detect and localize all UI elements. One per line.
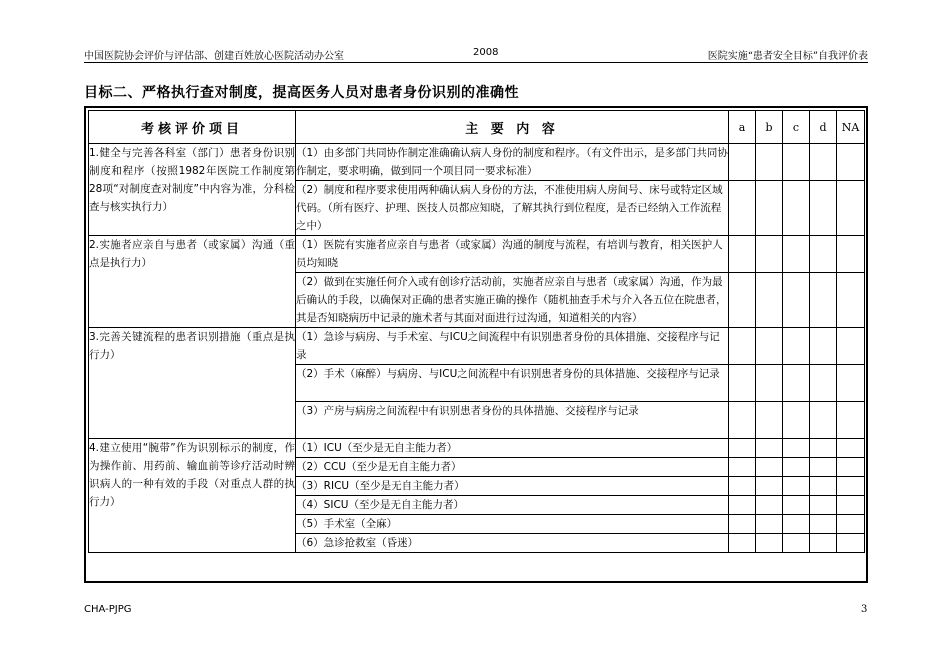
rating-cell-na[interactable] <box>837 458 865 477</box>
table-row <box>89 439 865 458</box>
column-header-d: d <box>810 111 837 144</box>
content-cell: （1）医院有实施者应亲自与患者（或家属）沟通的制度与流程，有培训与教育，相关医护人员均知晓 <box>296 236 729 273</box>
content-cell: （5）手术室（全麻） <box>296 515 729 534</box>
rating-cell-na[interactable] <box>837 328 865 365</box>
rating-cell-na[interactable] <box>837 534 865 553</box>
content-cell: （2）手术（麻醉）与病房、与ICU之间流程中有识别患者身份的具体措施、交接程序与记录 <box>296 365 729 402</box>
rating-cell-b[interactable] <box>756 515 783 534</box>
rating-cell-a[interactable] <box>729 273 756 328</box>
column-header-b: b <box>756 111 783 144</box>
evaluation-item: 4.建立使用“腕带”作为识别标示的制度，作为操作前、用药前、输血前等诊疗活动时辨识病人的一种有效的手段（对重点人群的执行力） <box>89 439 296 553</box>
table-row <box>89 236 865 273</box>
rating-cell-b[interactable] <box>756 402 783 439</box>
rating-cell-a[interactable] <box>729 496 756 515</box>
section-title: 目标二、严格执行查对制度，提高医务人员对患者身份识别的准确性 <box>84 85 519 101</box>
rating-cell-b[interactable] <box>756 496 783 515</box>
rating-cell-a[interactable] <box>729 439 756 458</box>
page-header <box>84 47 868 63</box>
rating-cell-na[interactable] <box>837 402 865 439</box>
rating-cell-b[interactable] <box>756 477 783 496</box>
rating-cell-d[interactable] <box>810 534 837 553</box>
rating-cell-na[interactable] <box>837 144 865 181</box>
rating-cell-b[interactable] <box>756 534 783 553</box>
content-cell: （4）SICU（至少是无自主能力者） <box>296 496 729 515</box>
rating-cell-b[interactable] <box>756 365 783 402</box>
rating-cell-na[interactable] <box>837 181 865 236</box>
content-cell: （2）CCU（至少是无自主能力者） <box>296 458 729 477</box>
rating-cell-na[interactable] <box>837 477 865 496</box>
rating-cell-na[interactable] <box>837 236 865 273</box>
rating-cell-c[interactable] <box>783 496 810 515</box>
footer-code: CHA-PJPG <box>84 604 132 615</box>
content-cell: （1）急诊与病房、与手术室、与ICU之间流程中有识别患者身份的具体措施、交接程序与记录 <box>296 328 729 365</box>
rating-cell-c[interactable] <box>783 328 810 365</box>
rating-cell-b[interactable] <box>756 144 783 181</box>
rating-cell-a[interactable] <box>729 477 756 496</box>
rating-cell-d[interactable] <box>810 328 837 365</box>
content-cell: （6）急诊抢救室（昏迷） <box>296 534 729 553</box>
rating-cell-a[interactable] <box>729 402 756 439</box>
rating-cell-d[interactable] <box>810 458 837 477</box>
rating-cell-d[interactable] <box>810 181 837 236</box>
rating-cell-a[interactable] <box>729 534 756 553</box>
rating-cell-d[interactable] <box>810 496 837 515</box>
rating-cell-b[interactable] <box>756 181 783 236</box>
content-cell: （1）ICU（至少是无自主能力者） <box>296 439 729 458</box>
table-row <box>89 144 865 181</box>
rating-cell-a[interactable] <box>729 365 756 402</box>
evaluation-item: 2.实施者应亲自与患者（或家属）沟通（重点是执行力） <box>89 236 296 328</box>
evaluation-item: 3.完善关键流程的患者识别措施（重点是执行力） <box>89 328 296 439</box>
table-header-row <box>89 111 865 144</box>
rating-cell-a[interactable] <box>729 515 756 534</box>
rating-cell-c[interactable] <box>783 515 810 534</box>
rating-cell-na[interactable] <box>837 365 865 402</box>
evaluation-table <box>88 110 865 553</box>
page-number: 3 <box>861 604 868 615</box>
rating-cell-b[interactable] <box>756 328 783 365</box>
column-header-item: 考核评价项目 <box>89 111 296 144</box>
rating-cell-na[interactable] <box>837 439 865 458</box>
rating-cell-d[interactable] <box>810 236 837 273</box>
rating-cell-na[interactable] <box>837 515 865 534</box>
rating-cell-b[interactable] <box>756 273 783 328</box>
rating-cell-c[interactable] <box>783 477 810 496</box>
rating-cell-d[interactable] <box>810 477 837 496</box>
rating-cell-c[interactable] <box>783 458 810 477</box>
rating-cell-na[interactable] <box>837 273 865 328</box>
rating-cell-a[interactable] <box>729 144 756 181</box>
content-cell: （3）产房与病房之间流程中有识别患者身份的具体措施、交接程序与记录 <box>296 402 729 439</box>
content-cell: （1）由多部门共同协作制定准确确认病人身份的制度和程序。（有文件出示，是多部门共同协作制定，要求明确，做到同一个项目同一要求标准） <box>296 144 729 181</box>
rating-cell-b[interactable] <box>756 236 783 273</box>
rating-cell-c[interactable] <box>783 273 810 328</box>
rating-cell-d[interactable] <box>810 402 837 439</box>
header-organization: 中国医院协会评价与评估部、创建百姓放心医院活动办公室 <box>84 51 344 62</box>
rating-cell-d[interactable] <box>810 439 837 458</box>
rating-cell-b[interactable] <box>756 458 783 477</box>
column-header-content: 主 要 内 容 <box>296 111 729 144</box>
rating-cell-d[interactable] <box>810 144 837 181</box>
header-divider <box>84 62 868 63</box>
rating-cell-na[interactable] <box>837 496 865 515</box>
rating-cell-a[interactable] <box>729 181 756 236</box>
rating-cell-a[interactable] <box>729 328 756 365</box>
column-header-na: NA <box>837 111 865 144</box>
rating-cell-d[interactable] <box>810 515 837 534</box>
column-header-c: c <box>783 111 810 144</box>
rating-cell-c[interactable] <box>783 534 810 553</box>
rating-cell-c[interactable] <box>783 181 810 236</box>
content-cell: （2）制度和程序要求使用两种确认病人身份的方法，不准使用病人房间号、床号或特定区域代码。（所有医疗、护理、医技人员都应知晓，了解其执行到位程度，是否已经纳入工作流程之中） <box>296 181 729 236</box>
rating-cell-c[interactable] <box>783 236 810 273</box>
header-year: 2008 <box>473 47 499 58</box>
content-cell: （2）做到在实施任何介入或有创诊疗活动前，实施者应亲自与患者（或家属）沟通，作为最后确认的手段，以确保对正确的患者实施正确的操作（随机抽查手术与介入各五位在院患者，其是否知晓病历中记录的施术者与其面对面进行过沟通，知道相关的内容） <box>296 273 729 328</box>
column-header-a: a <box>729 111 756 144</box>
rating-cell-d[interactable] <box>810 365 837 402</box>
content-cell: （3）RICU（至少是无自主能力者） <box>296 477 729 496</box>
table-row <box>89 328 865 365</box>
header-form-title: 医院实施“患者安全目标”自我评价表 <box>707 51 868 62</box>
rating-cell-c[interactable] <box>783 402 810 439</box>
rating-cell-b[interactable] <box>756 439 783 458</box>
rating-cell-c[interactable] <box>783 365 810 402</box>
rating-cell-a[interactable] <box>729 236 756 273</box>
rating-cell-d[interactable] <box>810 273 837 328</box>
rating-cell-c[interactable] <box>783 439 810 458</box>
rating-cell-c[interactable] <box>783 144 810 181</box>
rating-cell-a[interactable] <box>729 458 756 477</box>
evaluation-item: 1.健全与完善各科室（部门）患者身份识别制度和程序（按照1982年医院工作制度第28项“对制度查对制度”中内容为准，分科检查与核实执行力） <box>89 144 296 236</box>
